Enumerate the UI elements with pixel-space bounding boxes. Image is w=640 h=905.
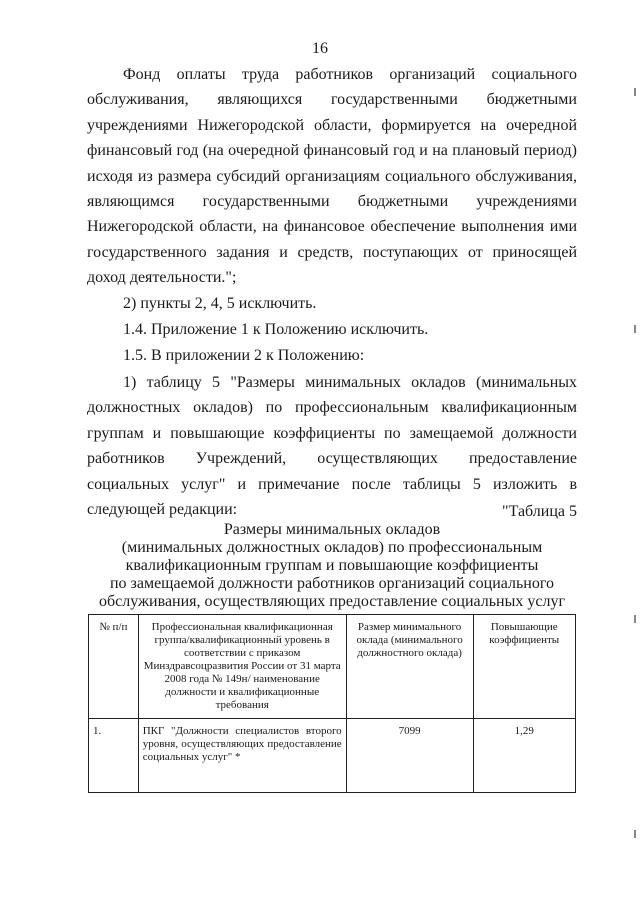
paragraph-appendix-2	[87, 343, 613, 368]
table-header-row	[89, 615, 576, 719]
row-minimum-salary: 7099	[346, 719, 473, 793]
header-qualification-group: Профессиональная квалификационная группа/квалификационный уровень в соответствии с приказом Минздравсоцразвития России от 31 марта 2008 года № 149н/ наименование должности и квалификационные требования	[138, 615, 346, 719]
table-title-line: по замещаемой должности работников организаций социального	[109, 575, 555, 592]
paragraph-text: 1.5. В приложении 2 к Положению:	[123, 347, 365, 364]
scan-edge-mark	[634, 615, 636, 623]
header-coefficients: Повышающие коэффициенты	[473, 615, 576, 719]
paragraph-text: 1) таблицу 5 "Размеры минимальных окладов (минимальных должностных окладов) по профессиональным квалификационным группам и повышающие коэффициенты по замещаемой должности работников Учреждений, осуществляющих предоставление социальных услуг" и примечание после таблицы 5 изложить в следующей редакции:	[87, 374, 577, 519]
table-title-line: (минимальных должностных окладов) по профессиональным	[121, 539, 543, 556]
table-title-line: Размеры минимальных окладов	[223, 521, 441, 538]
table-row	[89, 719, 576, 793]
table-title-line: обслуживания, осуществляющих предоставление социальных услуг	[98, 593, 566, 610]
paragraph-appendix-1	[87, 317, 613, 342]
paragraph-text: 2) пункты 2, 4, 5 исключить.	[123, 295, 317, 312]
row-number: 1.	[89, 719, 139, 793]
paragraph-payroll-fund	[87, 62, 577, 291]
row-coefficient: 1,29	[473, 719, 576, 793]
scan-edge-mark	[634, 88, 636, 96]
paragraph-table-5-intro	[87, 370, 577, 522]
header-minimum-salary: Размер минимального оклада (минимального должностного оклада)	[346, 615, 473, 719]
scan-edge-mark	[634, 830, 636, 838]
page-number: 16	[312, 40, 328, 57]
paragraph-items-excluded	[87, 291, 613, 316]
scan-edge-mark	[634, 325, 636, 333]
table-reference: "Таблица 5	[502, 503, 577, 520]
header-number: № п/п	[89, 615, 139, 719]
paragraph-text: 1.4. Приложение 1 к Положению исключить.	[123, 321, 429, 338]
table-title-line: квалификационным группам и повышающие коэффициенты	[125, 557, 539, 574]
row-qualification-group: ПКГ "Должности специалистов второго уровня, осуществляющих предоставление социальных услуг" *	[138, 719, 346, 793]
salary-table	[88, 614, 576, 793]
paragraph-text: Фонд оплаты труда работников организаций социального обслуживания, являющихся государственными бюджетными учреждениями Нижегородской области, формируется на очередной финансовый год (на очередной финансовый год и на плановый период) исходя из размера субсидий организациям социального обслуживания, являющимся государственными бюджетными учреждениями Нижегородской области, на финансовое обеспечение выполнения ими государственного задания и средств, поступающих от приносящей доход деятельности.";	[87, 66, 577, 287]
table-title	[87, 521, 577, 611]
